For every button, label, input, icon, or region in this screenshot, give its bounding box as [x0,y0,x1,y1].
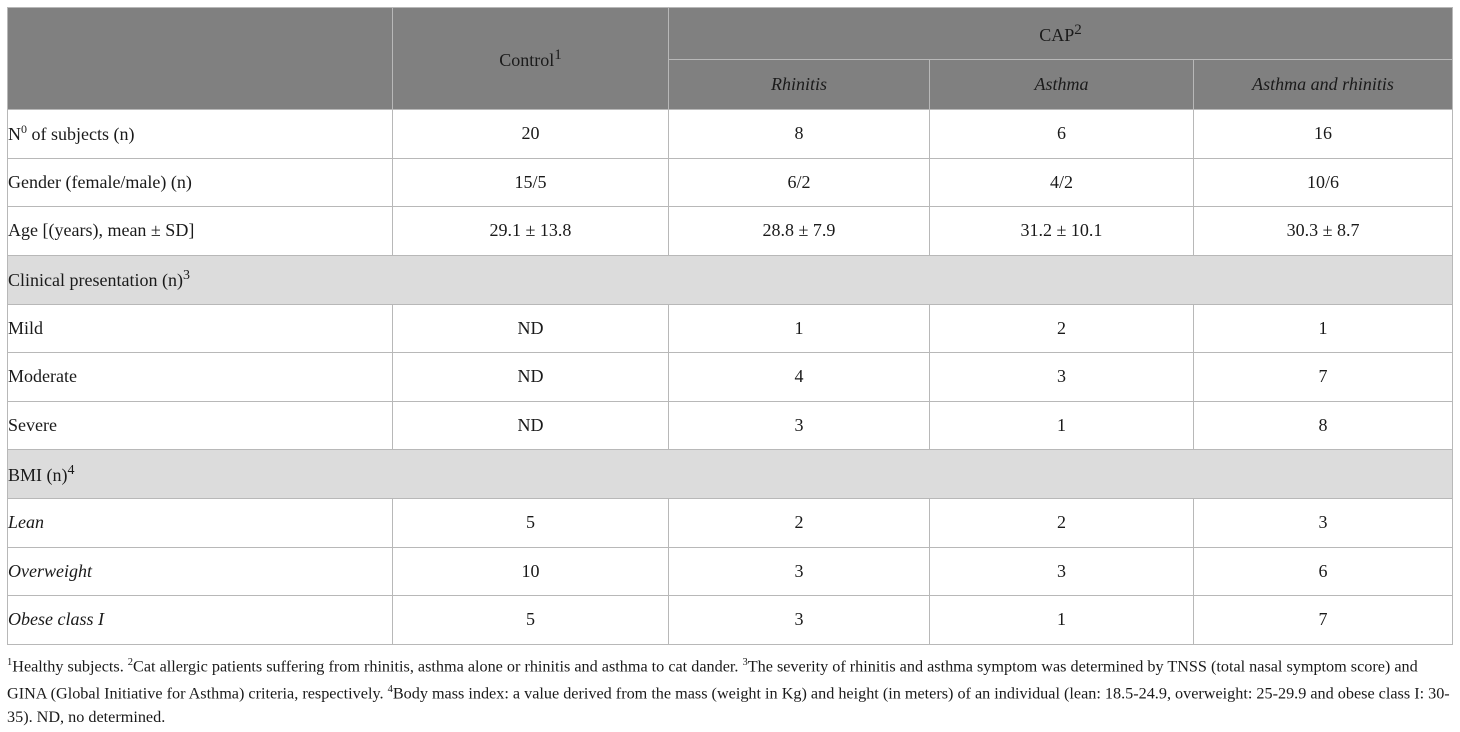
cell-asthma-and-rhinitis: 3 [1194,499,1453,548]
cell-asthma-and-rhinitis: 1 [1194,304,1453,353]
cell-asthma: 3 [930,353,1194,402]
section-clinical-presentation [8,255,1453,304]
section-bmi [8,450,1453,499]
header-row-1 [8,8,1453,60]
row-mild [8,304,1453,353]
row-label: Age [(years), mean ± SD] [8,207,393,256]
row-label: Obese class I [8,596,393,645]
table-footnote: $^1$Healthy subjects. $^2$Cat allergic patients suffering from rhinitis, asthma alone or rhinitis and asthma to cat dander. $^3$The severity of rhinitis and asthma symptom was determined by TNSS (total nasal symptom score) and GINA (Global Initiative for Asthma) criteria, respectively. $^4$Body mass index: a value derived from the mass (weight in Kg) and height (in meters) of an individual (lean: 18.5-24.9, overweight: 25-29.9 and obese class I: 30-35). ND, no determined. [7,657,1450,726]
row-label: Overweight [8,547,393,596]
characteristics-table [7,7,1453,645]
cell-rhinitis: 4 [669,353,930,402]
header-asthma-and-rhinitis: Asthma and rhinitis [1194,60,1453,110]
cell-asthma: 2 [930,304,1194,353]
cell-asthma-and-rhinitis: 16 [1194,110,1453,159]
cell-asthma: 3 [930,547,1194,596]
cell-asthma-and-rhinitis: 7 [1194,596,1453,645]
header-asthma: Asthma [930,60,1194,110]
row-subjects [8,110,1453,159]
row-label: $N^0$ of subjects (n) [8,110,393,159]
cell-asthma-and-rhinitis: 8 [1194,401,1453,450]
row-obese-class-i [8,596,1453,645]
row-lean [8,499,1453,548]
cell-control: 29.1 ± 13.8 [393,207,669,256]
cell-control: ND [393,401,669,450]
cell-asthma-and-rhinitis: 6 [1194,547,1453,596]
row-gender [8,158,1453,207]
header-cap: CAP$^2$ [669,8,1453,60]
header-rhinitis: Rhinitis [669,60,930,110]
cell-control: 15/5 [393,158,669,207]
cell-asthma: 31.2 ± 10.1 [930,207,1194,256]
cell-rhinitis: 28.8 ± 7.9 [669,207,930,256]
cell-rhinitis: 2 [669,499,930,548]
row-label: Severe [8,401,393,450]
cell-asthma-and-rhinitis: 30.3 ± 8.7 [1194,207,1453,256]
row-overweight [8,547,1453,596]
row-label: Gender (female/male) (n) [8,158,393,207]
cell-control: ND [393,353,669,402]
cell-rhinitis: 6/2 [669,158,930,207]
cell-asthma: 6 [930,110,1194,159]
cell-asthma-and-rhinitis: 10/6 [1194,158,1453,207]
row-label: Moderate [8,353,393,402]
cell-rhinitis: 3 [669,596,930,645]
cell-rhinitis: 1 [669,304,930,353]
cell-asthma: 4/2 [930,158,1194,207]
cell-rhinitis: 8 [669,110,930,159]
cell-asthma: 2 [930,499,1194,548]
cell-asthma: 1 [930,401,1194,450]
header-control: Control$^1$ [393,8,669,110]
row-label: Lean [8,499,393,548]
cell-rhinitis: 3 [669,547,930,596]
row-age [8,207,1453,256]
row-severe [8,401,1453,450]
cell-control: 10 [393,547,669,596]
cell-control: 20 [393,110,669,159]
section-title: BMI $(n)^4$ [8,450,1453,499]
cell-asthma: 1 [930,596,1194,645]
cell-asthma-and-rhinitis: 7 [1194,353,1453,402]
cell-control: 5 [393,499,669,548]
row-label: Mild [8,304,393,353]
section-title: Clinical presentation $(n)^3$ [8,255,1453,304]
cell-control: ND [393,304,669,353]
cell-rhinitis: 3 [669,401,930,450]
cell-control: 5 [393,596,669,645]
header-blank-cell [8,8,393,110]
row-moderate [8,353,1453,402]
